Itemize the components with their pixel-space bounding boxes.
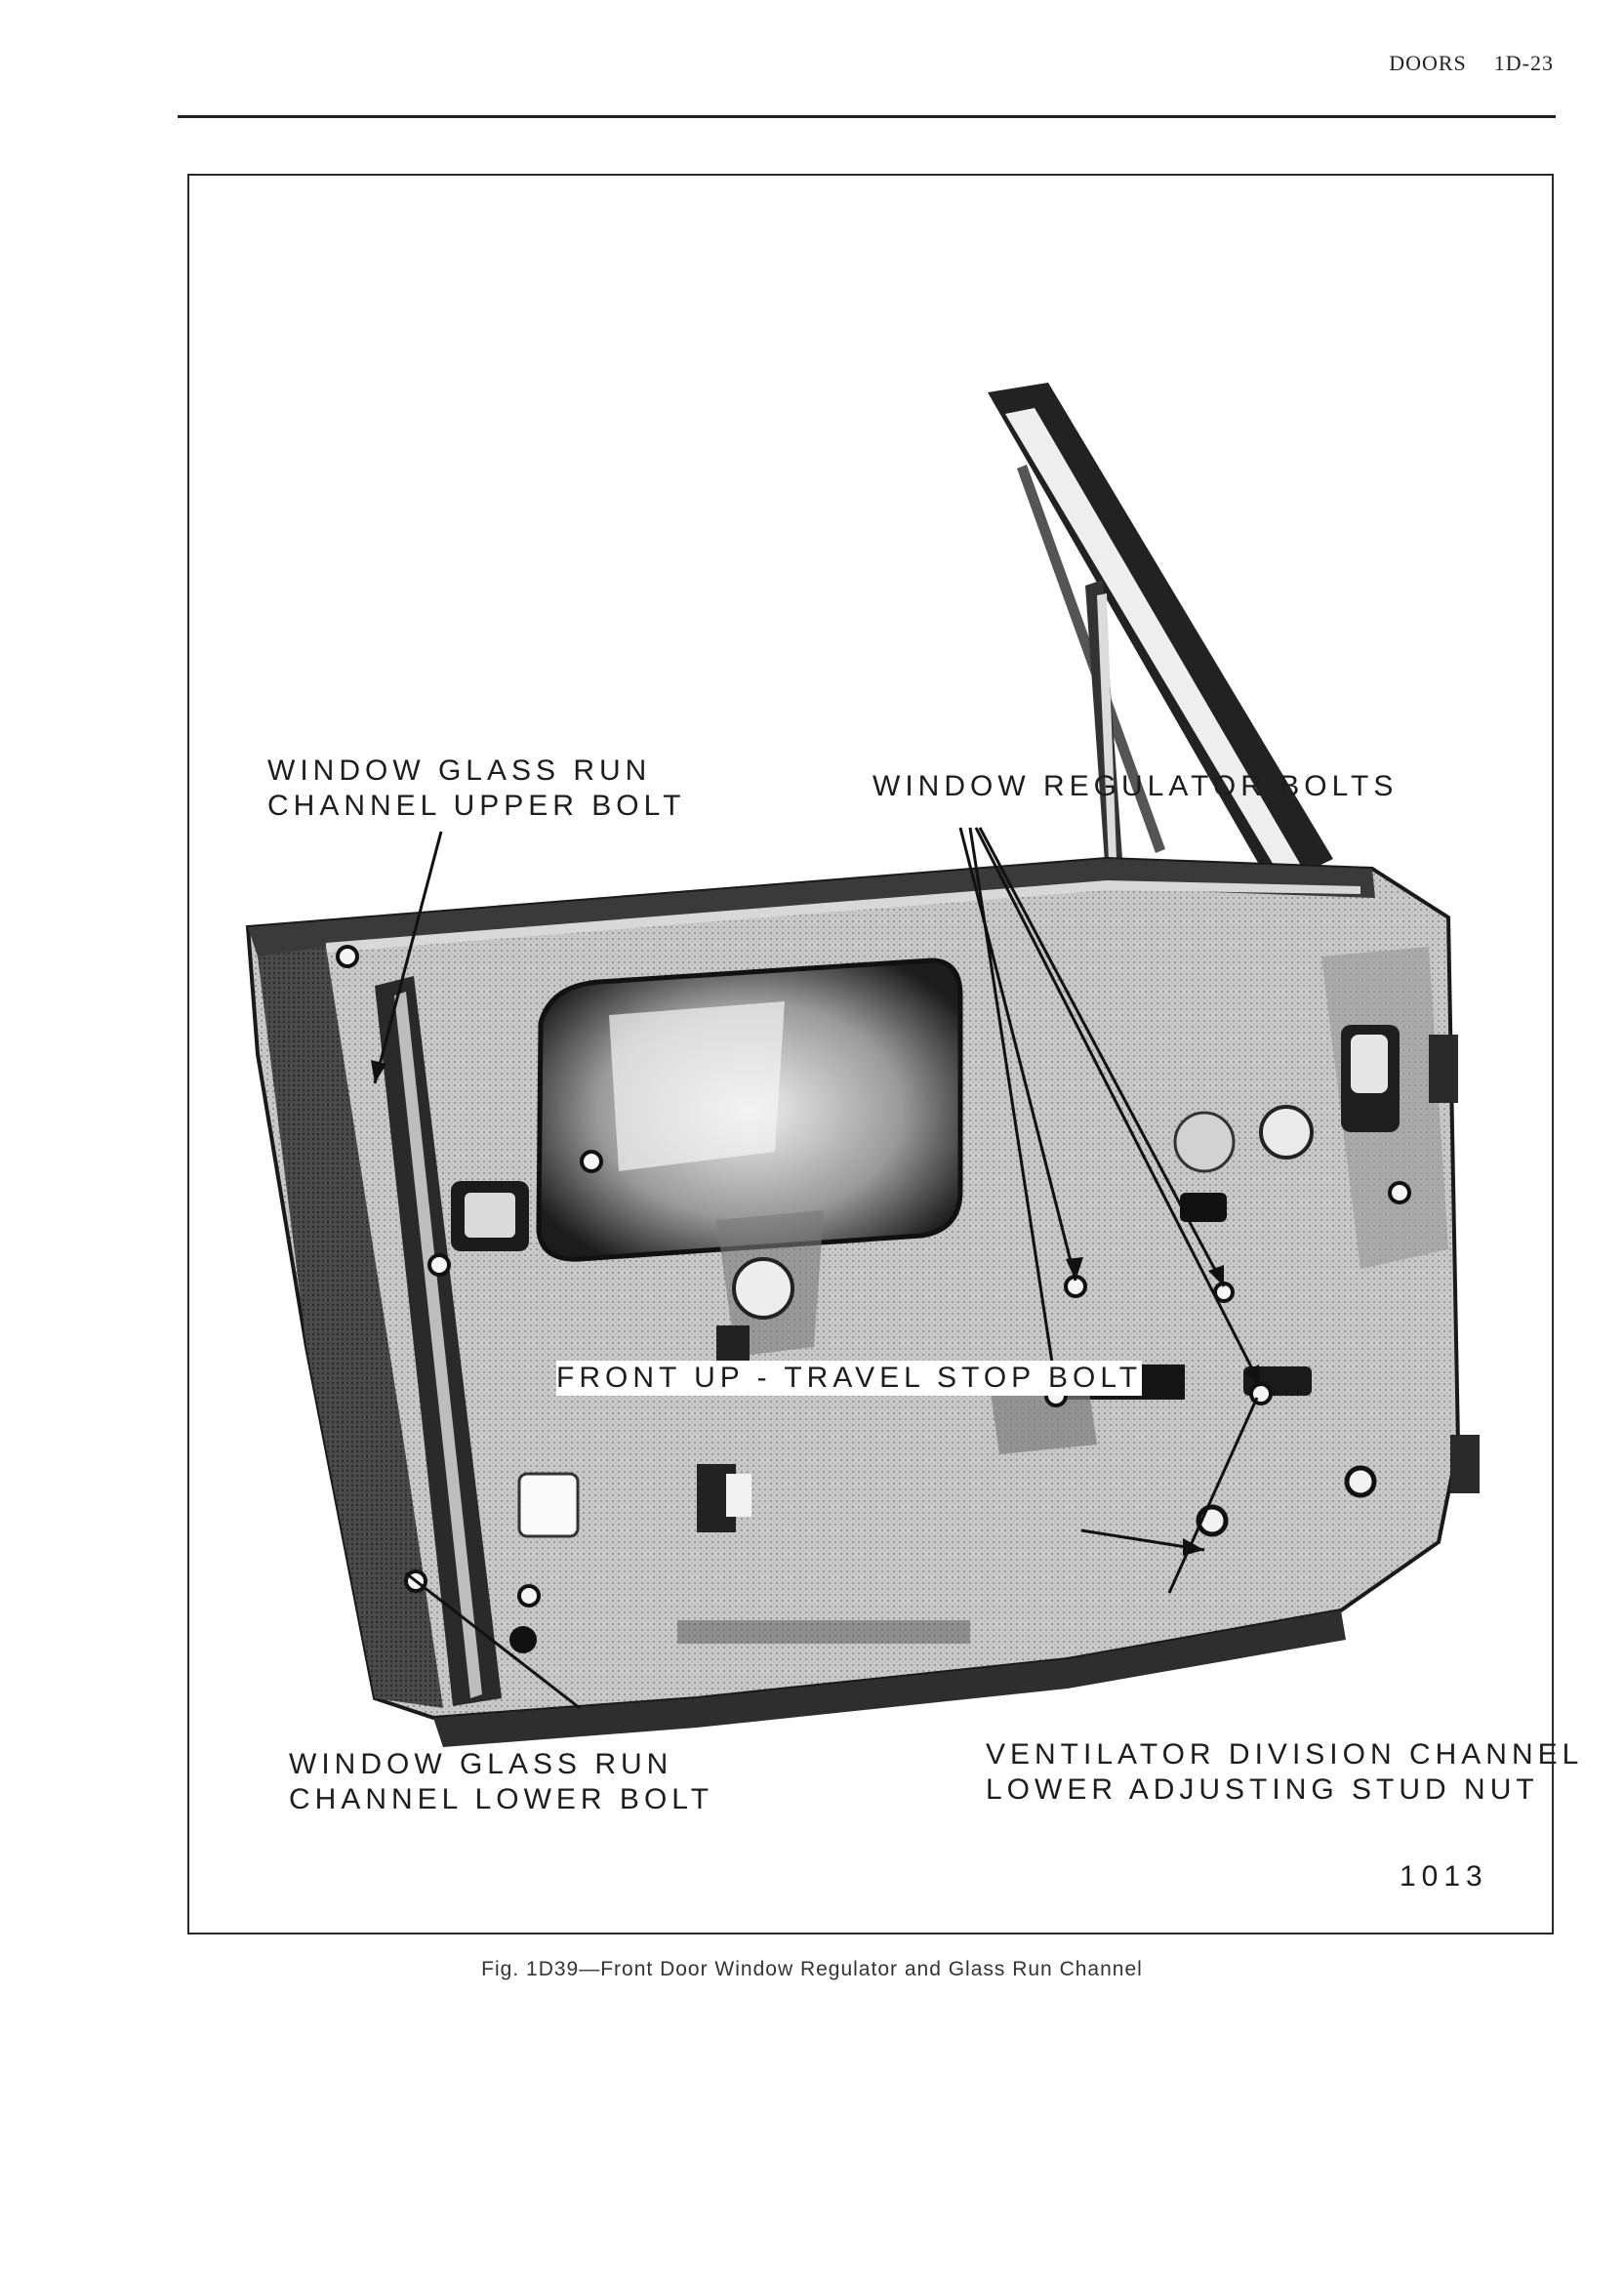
callout-line: VENTILATOR DIVISION CHANNEL (986, 1738, 1584, 1771)
callout-run-channel-lower (289, 1747, 713, 1817)
callout-regulator-bolts (873, 769, 1398, 804)
figure-number: 1013 (1400, 1860, 1488, 1893)
callout-line: WINDOW REGULATOR BOLTS (873, 770, 1399, 802)
door-illustration (189, 176, 1556, 1936)
callout-up-travel-stop (556, 1361, 1142, 1396)
callout-line: CHANNEL LOWER BOLT (289, 1783, 714, 1815)
header-rule (178, 115, 1556, 118)
callout-line: FRONT UP - TRAVEL STOP BOLT (556, 1362, 1143, 1394)
callout-run-channel-upper (267, 753, 685, 824)
running-head (1389, 51, 1554, 76)
figure-frame (187, 174, 1584, 1934)
callout-line: WINDOW GLASS RUN (267, 754, 652, 787)
section-title: DOORS (1389, 51, 1467, 75)
callout-ventilator-nut (986, 1737, 1583, 1808)
callout-line: LOWER ADJUSTING STUD NUT (986, 1773, 1539, 1806)
window-frame (988, 383, 1333, 888)
figure-caption: Fig. 1D39—Front Door Window Regulator and Glass Run Channel (481, 1958, 1143, 1980)
callout-line: WINDOW GLASS RUN (289, 1748, 673, 1780)
callout-line: CHANNEL UPPER BOLT (267, 790, 686, 822)
page-number: 1D-23 (1493, 51, 1554, 75)
